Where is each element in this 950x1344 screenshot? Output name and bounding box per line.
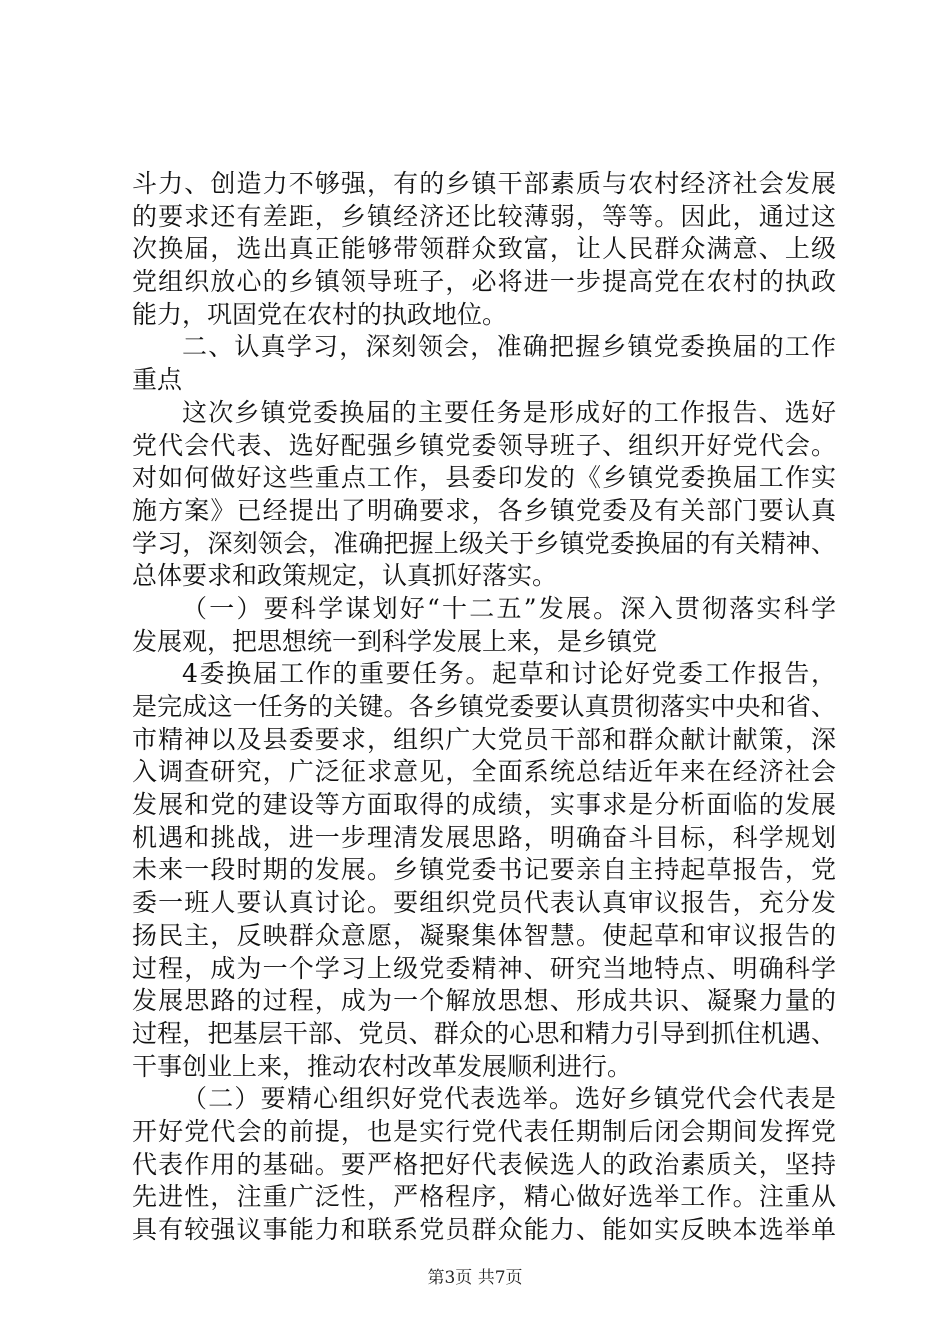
text-line: 二、认真学习，深刻领会，准确把握乡镇党委换届的工作 bbox=[182, 332, 836, 362]
page-footer: 第3页 共7页 bbox=[427, 1268, 523, 1288]
text-line: 斗力、创造力不够强，有的乡镇干部素质与农村经济社会发展 bbox=[132, 169, 836, 198]
text-line: 学习，深刻领会，准确把握上级关于乡镇党委换届的有关精神、 bbox=[132, 528, 836, 558]
text-line: 未来一段时期的发展。乡镇党委书记要亲自主持起草报告，党 bbox=[132, 855, 836, 885]
text-line: 发展思路的过程，成为一个解放思想、形成共识、凝聚力量的 bbox=[132, 986, 836, 1016]
text-line: 具有较强议事能力和联系党员群众能力、能如实反映本选举单 bbox=[132, 1215, 836, 1244]
text-line: 次换届，选出真正能够带领群众致富，让人民群众满意、上级 bbox=[132, 234, 836, 264]
text-line: （一）要科学谋划好“十二五”发展。深入贯彻落实科学 bbox=[182, 593, 836, 623]
text-line: 的要求还有差距，乡镇经济还比较薄弱，等等。因此，通过这 bbox=[132, 201, 836, 231]
text-line: 过程，把基层干部、党员、群众的心思和精力引导到抓住机遇、 bbox=[132, 1018, 836, 1048]
text-line: 总体要求和政策规定，认真抓好落实。 bbox=[132, 561, 558, 591]
text-line: 开好党代会的前提，也是实行党代表任期制后闭会期间发挥党 bbox=[132, 1116, 836, 1146]
text-line: 对如何做好这些重点工作，县委印发的《乡镇党委换届工作实 bbox=[132, 463, 836, 493]
text-line: 这次乡镇党委换届的主要任务是形成好的工作报告、选好 bbox=[182, 397, 836, 427]
text-line: 党组织放心的乡镇领导班子，必将进一步提高党在农村的执政 bbox=[132, 267, 836, 297]
text-line: 扬民主，反映群众意愿，凝聚集体智慧。使起草和审议报告的 bbox=[132, 920, 836, 950]
text-line: 干事创业上来，推动农村改革发展顺利进行。 bbox=[132, 1051, 633, 1081]
document-body bbox=[132, 168, 836, 1247]
text-line: 机遇和挑战，进一步理清发展思路，明确奋斗目标，科学规划 bbox=[132, 822, 836, 852]
text-line: 过程，成为一个学习上级党委精神、研究当地特点、明确科学 bbox=[132, 953, 836, 983]
text-line: 党代会代表、选好配强乡镇党委领导班子、组织开好党代会。 bbox=[132, 430, 836, 460]
text-line: 重点 bbox=[132, 365, 183, 395]
text-line: 发展观，把思想统一到科学发展上来，是乡镇党 bbox=[132, 626, 658, 656]
text-line: 施方案》已经提出了明确要求，各乡镇党委及有关部门要认真 bbox=[132, 495, 836, 525]
text-line: 市精神以及县委要求，组织广大党员干部和群众献计献策，深 bbox=[132, 724, 836, 754]
text-line: 是完成这一任务的关键。各乡镇党委要认真贯彻落实中央和省、 bbox=[132, 692, 836, 721]
text-line: 委一班人要认真讨论。要组织党员代表认真审议报告，充分发 bbox=[132, 888, 836, 918]
text-line: 先进性，注重广泛性，严格程序，精心做好选举工作。注重从 bbox=[132, 1182, 836, 1212]
text-line: 4委换届工作的重要任务。起草和讨论好党委工作报告， bbox=[182, 659, 836, 689]
text-line: 入调查研究，广泛征求意见，全面系统总结近年来在经济社会 bbox=[132, 757, 836, 787]
text-line: 发展和党的建设等方面取得的成绩，实事求是分析面临的发展 bbox=[132, 790, 836, 820]
text-line: 能力，巩固党在农村的执政地位。 bbox=[132, 299, 508, 329]
text-line: （二）要精心组织好党代表选举。选好乡镇党代会代表是 bbox=[182, 1084, 836, 1114]
text-line: 代表作用的基础。要严格把好代表候选人的政治素质关，坚持 bbox=[132, 1149, 836, 1179]
